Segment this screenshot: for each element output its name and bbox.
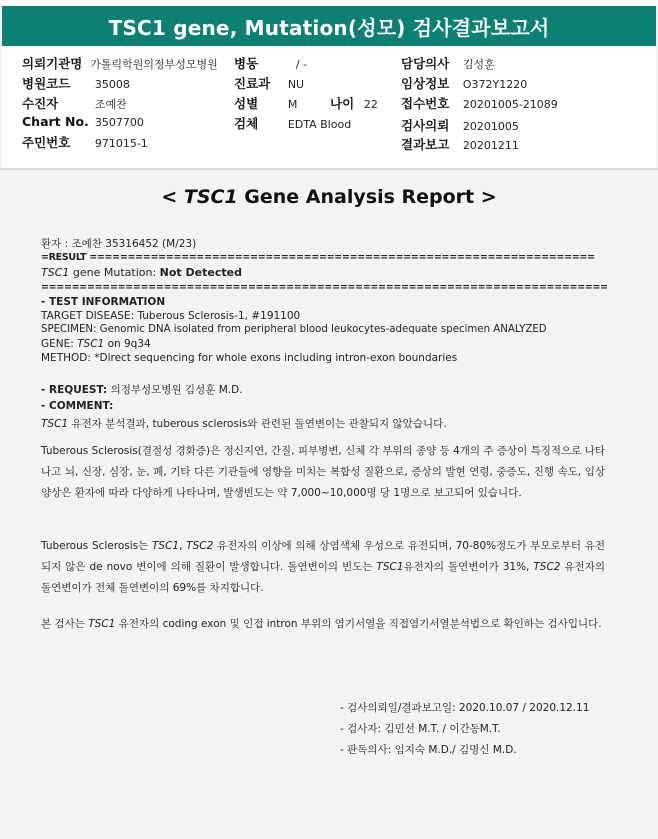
report-title xyxy=(0,186,658,208)
age-label: 나이 xyxy=(330,96,355,111)
hospital-code-row xyxy=(22,74,130,92)
resident-no-row xyxy=(22,133,148,151)
comment-label: - COMMENT: xyxy=(41,400,114,412)
specimen-row xyxy=(234,114,351,132)
signature-examiner: - 검사자: 김민선 M.T. / 이간동M.T. xyxy=(340,723,501,735)
mutation-result xyxy=(41,266,242,279)
gene-suffix: on 9q34 xyxy=(104,338,151,350)
report-header-title xyxy=(2,6,656,46)
resident-no-value: 971015-1 xyxy=(94,137,148,150)
ward-row xyxy=(234,54,307,72)
receipt-no-value: 20201005-21089 xyxy=(462,98,558,111)
signature-doctor: - 판독의사: 임지숙 M.D./ 김명신 M.D. xyxy=(340,744,517,756)
sex-value: M xyxy=(287,98,298,111)
report-date-row xyxy=(401,135,519,153)
chart-no-label: Chart No. xyxy=(22,114,89,129)
mutation-label: gene Mutation: xyxy=(69,266,160,279)
p2-gene4: TSC2 xyxy=(533,561,561,573)
target-disease: TARGET DISEASE: Tuberous Sclerosis-1, #191100 xyxy=(41,310,301,322)
mutation-gene: TSC1 xyxy=(41,266,70,279)
paragraph-3 xyxy=(41,614,605,635)
sex-row xyxy=(234,94,297,112)
patient-row xyxy=(22,94,127,112)
attending-value: 김성훈 xyxy=(462,58,495,71)
age-row xyxy=(330,94,378,112)
department-row xyxy=(234,74,304,92)
chart-no-row xyxy=(22,114,144,129)
comment-gene: TSC1 xyxy=(41,418,69,430)
report-title-rest: Gene Analysis Report > xyxy=(237,186,497,208)
p2-e: 유전자의 돌연변이가 전체 돌연변이의 69%를 차지합니다. xyxy=(41,561,605,594)
gene-name: TSC1 xyxy=(77,338,105,350)
hospital-code-value: 35008 xyxy=(94,78,130,91)
attending-label: 담당의사 xyxy=(401,56,450,71)
specimen-value: EDTA Blood xyxy=(287,118,352,131)
gene-line xyxy=(41,338,151,350)
institution-label: 의뢰기관명 xyxy=(22,56,83,71)
specimen-line: SPECIMEN: Genomic DNA isolated from peripheral blood leukocytes-adequate specimen ANALYZED xyxy=(41,324,547,335)
report-title-prefix: < xyxy=(161,186,184,208)
p2-a: Tuberous Sclerosis는 xyxy=(41,540,152,552)
receipt-no-label: 접수번호 xyxy=(401,96,450,111)
hospital-code-label: 병원코드 xyxy=(22,76,71,91)
report-title-gene: TSC1 xyxy=(183,186,238,208)
ward-label: 병동 xyxy=(234,56,259,71)
signature-dates: - 검사의뢰일/결과보고일: 2020.10.07 / 2020.12.11 xyxy=(340,702,590,714)
clinical-info-label: 임상정보 xyxy=(401,76,450,91)
p2-b: , xyxy=(179,540,187,552)
request-line xyxy=(41,382,243,397)
report-body xyxy=(0,176,658,839)
receipt-no-row xyxy=(401,94,558,112)
ward-value: / - xyxy=(295,58,307,71)
p2-gene3: TSC1 xyxy=(376,561,404,573)
mutation-value: Not Detected xyxy=(159,266,242,279)
result-separator: ========================================================================== xyxy=(41,282,608,293)
sex-label: 성별 xyxy=(234,96,259,111)
attending-row xyxy=(401,54,495,72)
institution-value: 가톨릭학원의정부성모병원 xyxy=(90,58,218,71)
comment-body: 유전자 분석결과, tuberous sclerosis와 관련된 돌연변이는 관찰되지 않았습니다. xyxy=(68,418,447,430)
p2-c: 유전자의 이상에 의해 상염색체 우성으로 유전되며, 70-80%정도가 부모로부터 유전되지 않은 de novo 변이에 의해 질환이 발생합니다. 돌연변이의 빈도는 xyxy=(41,540,605,573)
patient-label: 수진자 xyxy=(22,96,59,111)
chart-no-value: 3507700 xyxy=(94,116,144,129)
p3-a: 본 검사는 xyxy=(41,618,89,630)
patient-line: 환자 : 조예찬 35316452 (M/23) xyxy=(41,238,197,250)
gene-prefix: GENE: xyxy=(41,338,78,350)
method-line: METHOD: *Direct sequencing for whole exons including intron-exon boundaries xyxy=(41,352,458,364)
clinical-info-value: O372Y1220 xyxy=(462,78,528,91)
test-info-header: - TEST INFORMATION xyxy=(41,296,166,308)
institution-row xyxy=(22,54,218,72)
request-label: - REQUEST: xyxy=(41,384,108,396)
request-value: 의정부성모병원 김성훈 M.D. xyxy=(107,384,243,396)
report-date-value: 20201211 xyxy=(462,139,519,152)
p2-gene1: TSC1 xyxy=(152,540,180,552)
header-divider xyxy=(0,168,658,170)
p3-gene: TSC1 xyxy=(88,618,116,630)
comment-text xyxy=(41,416,447,431)
patient-info-header xyxy=(2,46,656,168)
patient-value: 조예찬 xyxy=(94,98,127,111)
p2-gene2: TSC2 xyxy=(186,540,214,552)
age-value: 22 xyxy=(363,98,378,111)
request-date-label: 검사의뢰 xyxy=(401,118,450,133)
request-date-row xyxy=(401,116,519,134)
request-date-value: 20201005 xyxy=(462,120,519,133)
department-label: 진료과 xyxy=(234,76,271,91)
result-header: =RESULT ================================================================== xyxy=(41,252,595,263)
department-value: NU xyxy=(287,78,305,91)
title-text: TSC1 gene, Mutation(성모) 검사결과보고서 xyxy=(108,15,550,40)
p2-d: 유전자의 돌연변이가 31%, xyxy=(403,561,534,573)
paragraph-1: Tuberous Sclerosis(결절성 경화증)은 정신지연, 간질, 피부병변, 신체 각 부위의 종양 등 4개의 주 증상이 특징적으로 나타나고 뇌, 신장, 심장, 눈, 폐, 기타 다른 기관들에 영향을 미치는 복합성 질환으로, 증상의 발현 연령, 중증도, 진행 속도, 임상 양상은 환자에 따라 다양하게 나타나며, 발생빈도는 약 7,000~10,000명 당 1명으로 보고되어 있습니다. xyxy=(41,445,605,499)
p3-b: 유전자의 coding exon 및 인접 intron 부위의 염기서열을 직접염기서열분석법으로 확인하는 검사입니다. xyxy=(115,618,602,630)
specimen-label: 검체 xyxy=(234,116,259,131)
clinical-info-row xyxy=(401,74,527,92)
resident-no-label: 주민번호 xyxy=(22,135,71,150)
report-date-label: 결과보고 xyxy=(401,137,450,152)
paragraph-2 xyxy=(41,536,605,599)
